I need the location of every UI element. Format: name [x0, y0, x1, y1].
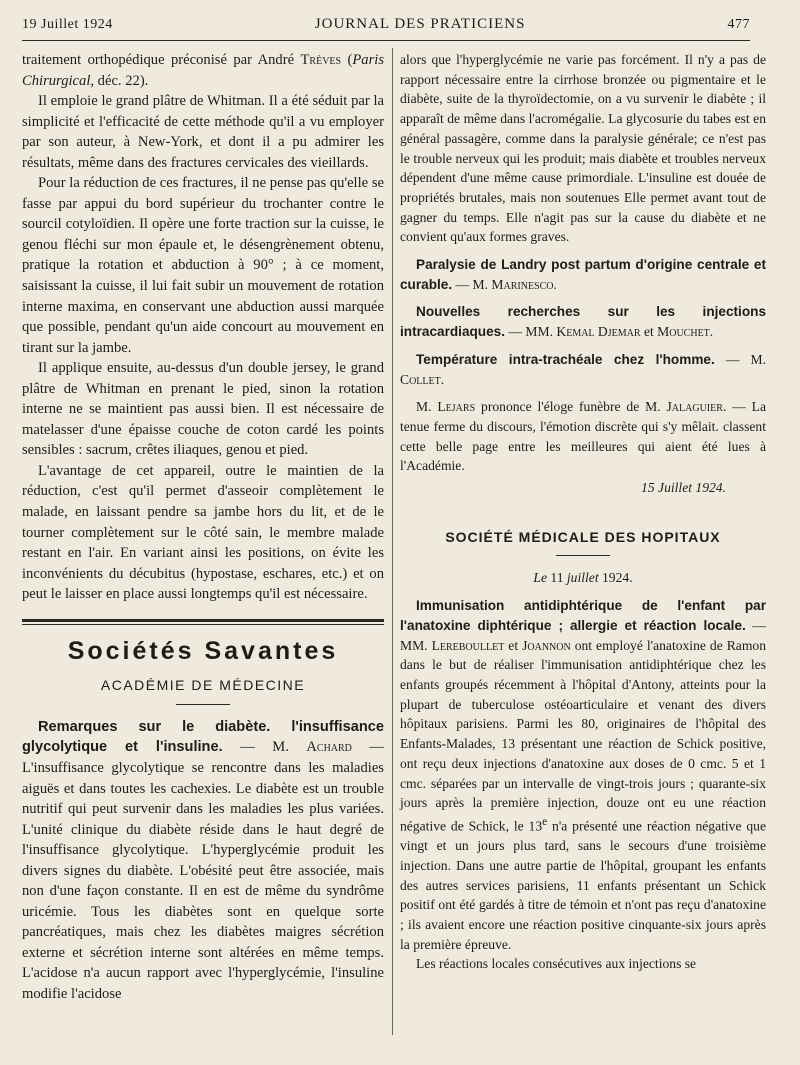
text-run: Kemal Djemar: [556, 324, 641, 340]
text-run: — M.: [452, 276, 492, 292]
text-run: Le: [533, 570, 547, 586]
paragraph: [400, 302, 766, 341]
short-rule: [556, 555, 610, 556]
text-run: Température intra-trachéale chez l'homme.: [416, 351, 715, 367]
text-run: déc. 22).: [94, 72, 149, 89]
paragraph: [400, 255, 766, 294]
column-divider: [392, 48, 393, 1035]
text-run: Paralysie de Landry post partum d'origine centrale et curable.: [400, 257, 766, 292]
page-header: [22, 16, 750, 42]
text-run: Paris Chirurgical,: [22, 52, 385, 89]
text-run: prononce l'éloge funèbre de M.: [475, 399, 667, 415]
text-run: 1924.: [598, 570, 633, 586]
paragraph: [22, 717, 384, 1005]
text-run: et: [640, 324, 658, 340]
text-run: M.: [416, 399, 438, 415]
text-run: — M.: [222, 739, 307, 756]
session-date: [400, 568, 766, 588]
text-run: — La tenue ferme du discours, l'émotion discrète qui s'y mêlait. classent cette belle page entre les meilleures qui aient été lues à l'Académie.: [400, 399, 766, 474]
text-run: Nouvelles recherches sur les injections intracardiaques.: [400, 304, 766, 340]
text-run: Remarques sur le diabète. l'insuffisance glycolytique et l'insuline.: [22, 718, 384, 756]
short-rule: [176, 704, 230, 705]
section-rule: [22, 619, 384, 625]
paragraph: Pour la réduction de ces fractures, il ne pense pas qu'elle se fasse par appui du bord supérieur du trochanter contre le sourcil cotyloïdien. Il opère une forte traction sur la cuisse, le genou fléchi sur mon épaule et, le désengrènement obtenu, pratique la rotation et abduction à 90° ; à ce moment, saisissant la cuisse, il lui fait subir un mouvement de rotation interne maxima, en conservant une abduction aussi marquée que possible, pendant qu'un aide concourt au mouvement en tirant sur la jambe.: [22, 175, 384, 356]
text-run: juillet: [566, 570, 599, 586]
text-run: Lejars: [437, 399, 476, 415]
text-run: 11: [547, 570, 567, 586]
paragraph: Les réactions locales consécutives aux injections se: [416, 956, 697, 972]
header-rule: [22, 40, 750, 41]
text-run: Jalaguier.: [666, 399, 727, 415]
paragraph: Il emploie le grand plâtre de Whitman. Il a été séduit par la simplicité et l'efficacité de cette méthode qu'il a vu employer par son auteur, à New-York, et dont il a pu admirer les résultats, même dans des fractures cervicales des vieillards.: [22, 93, 384, 171]
header-date: 19 Juillet 1924: [22, 17, 113, 32]
text-run: Trèves: [300, 52, 342, 68]
text-run: et: [504, 637, 523, 653]
right-column: [400, 50, 766, 1057]
text-run: Achard: [306, 739, 352, 756]
journal-title: JOURNAL DES PRATICIENS: [314, 16, 526, 32]
text-run: — MM.: [505, 324, 557, 340]
paragraph: [400, 596, 766, 954]
section-title: SOCIÉTÉ MÉDICALE DES HOPITAUX: [445, 528, 721, 545]
text-run: ont employé l'anatoxine de Ramon dans le but de réaliser l'immunisation antidiphtérique chez les enfants groupés récemment à l'hôpital d'Antony, atteints pour la plupart de tuberculose ostéoarticulaire et venant des divers hôpitaux parisiens. Parmi les 80, originaires de l'hôpital des Enfants-Malades, 13 présentant une réaction de Schick positive, ont reçu deux injections d'anatoxine aux doses de 0 cmc. 5 et 1 cmc. séparées par un intervalle de vingt-trois jours ; quarante-six jours après la première injection, douze ont eu une réaction négative de Schick, le 13: [400, 637, 766, 834]
paragraph: L'avantage de cet appareil, outre le maintien de la réduction, c'est qu'il permet d'asseoir complètement le malade, en laissant pendre sa jambe hors du lit, et de le tourner complètement sur le côté sain, le membre malade restant en l'air. En variant ainsi les positions, on évite les inconvénients du décubitus (hypostase, eschares, etc.) et on peut le laisser en place aussi longtemps qu'il est nécessaire.: [22, 462, 384, 603]
text-run: (: [341, 52, 353, 68]
paragraph: [22, 50, 384, 91]
paragraph: [400, 350, 766, 389]
text-run: Mouchet.: [657, 324, 714, 340]
text-run: Immunisation antidiphtérique de l'enfant par l'anatoxine diphtérique ; allergie et réaction locale.: [400, 598, 766, 633]
text-run: traitement orthopédique préconisé par André: [22, 52, 301, 68]
date-line: 15 Juillet 1924.: [641, 480, 726, 496]
text-run: Marinesco.: [491, 276, 557, 292]
text-run: Joannon: [522, 637, 571, 653]
text-run: — L'insuffisance glycolytique se rencontre dans les maladies aiguës et dans toutes les cachexies. Le diabète est un trouble nutritif qui peut survenir dans les maladies les plus variées. L'unité clinique du diabète réside dans le haut degré de l'insuffisance glycolytique. L'hyperglycémie produit les divers signes du diabète. L'obésité peut être associée, mais non d'une façon constante. Il en est de même du syndrôme uricémie. Tous les diabètes sont en quelque sorte pancréatiques, mais chez les diabètes maigres sécrétion externe et sécrétion interne sont altérées en même temps. L'acidose n'a aucun rapport avec l'hyperglycémie, l'insuline modifie l'acidose: [22, 739, 384, 1002]
text-run: n'a présenté une réaction négative que vingt et un jours plus tard, sans le secours d'une troisième injection. Dans une autre partie de l'hôpital, groupant les enfants des autres services parisiens, 11 enfants présentant un Schick positif ont été gardés à titre de témoin et n'ont pas reçu d'anatoxine ; ils avaient encore une réaction positive cinquante-six jours après la première épreuve.: [400, 818, 766, 952]
subsection-title: ACADÉMIE DE MÉDECINE: [100, 677, 306, 694]
paragraph: [400, 397, 766, 476]
left-column: [22, 50, 384, 1057]
text-run: e: [542, 815, 548, 828]
text-run: — M.: [714, 351, 766, 367]
text-run: Collet.: [400, 371, 445, 387]
section-title: Sociétés Savantes: [67, 636, 339, 665]
page-number: 477: [727, 17, 750, 32]
text-run: — MM.: [400, 617, 766, 653]
paragraph: Il applique ensuite, au-dessus d'un double jersey, le grand plâtre de Whitman en prenant le pied, sinon la rotation interne ne se maintient pas aussi bien. Il est nécessaire de matelasser d'une épaisse couche de coton cardé les points sensibles : sacrum, crêtes iliaques, genou et pied.: [22, 360, 384, 459]
paragraph: alors que l'hyperglycémie ne varie pas forcément. Il n'y a pas de rapport nécessaire entre la cirrhose bronzée ou pigmentaire et le diabète, suite de la thyroïdectomie, on a vu survenir le diabète ; il apparaît de même dans l'acromégalie. La glycosurie du tabes est en général passagère, comme dans la paralysie générale; ce n'est pas le trouble nerveux qui les produit; mais diabète et troubles nerveux dépendent d'une même cause primordiale. L'insuline est douée de propriétés brutales, mais non soutenues Elle permet avant tout de gagner du temps. Elle n'agit pas sur la cause du diabète et ne convient qu'aux formes graves.: [400, 52, 766, 245]
text-run: Lereboullet: [431, 637, 505, 653]
